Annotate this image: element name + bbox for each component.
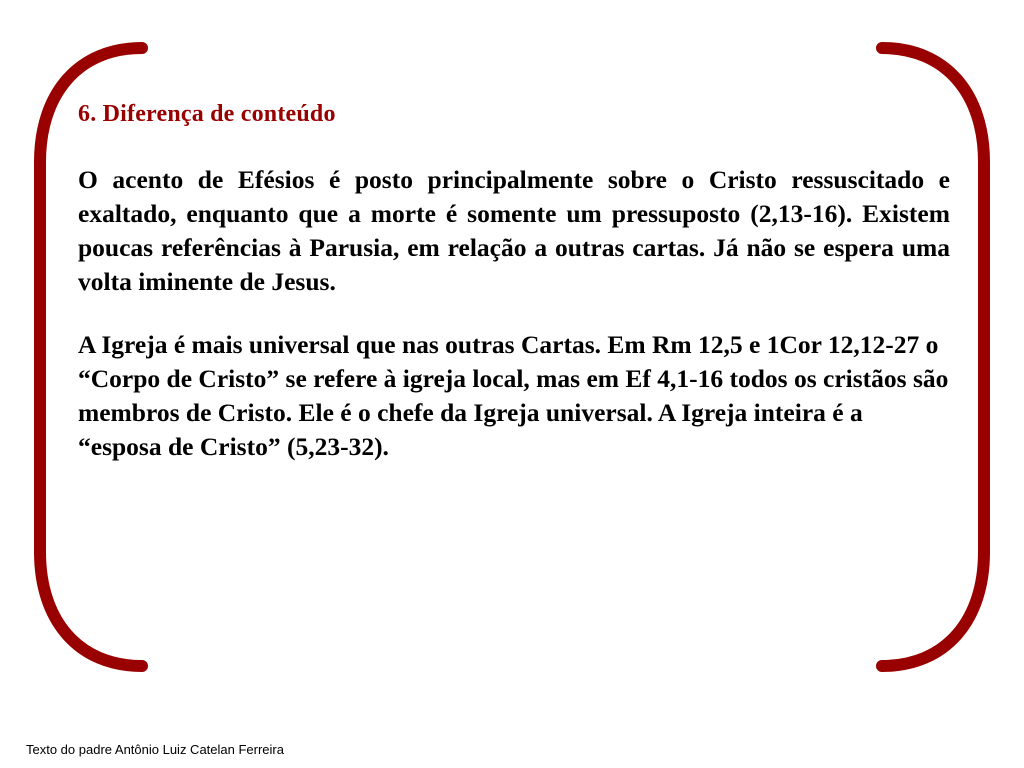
footer-credit: Texto do padre Antônio Luiz Catelan Ferreira xyxy=(26,742,284,757)
body-paragraph-1: O acento de Efésios é posto principalmente sobre o Cristo ressuscitado e exaltado, enquanto que a morte é somente um pressuposto (2,13-16). Existem poucas referências à Parusia, em relação a outras cartas. Já não se espera uma volta iminente de Jesus. xyxy=(78,164,950,296)
page-title: 6. Diferença de conteúdo xyxy=(78,101,336,127)
slide-content xyxy=(78,100,950,464)
body-paragraph-2: A Igreja é mais universal que nas outras Cartas. Em Rm 12,5 e 1Cor 12,12-27 o “Corpo de Cristo” se refere à igreja local, mas em Ef 4,1-16 todos os cristãos são membros de Cristo. Ele é o chefe da Igreja universal. A Igreja inteira é a “esposa de Cristo” (5,23-32). xyxy=(78,330,949,462)
